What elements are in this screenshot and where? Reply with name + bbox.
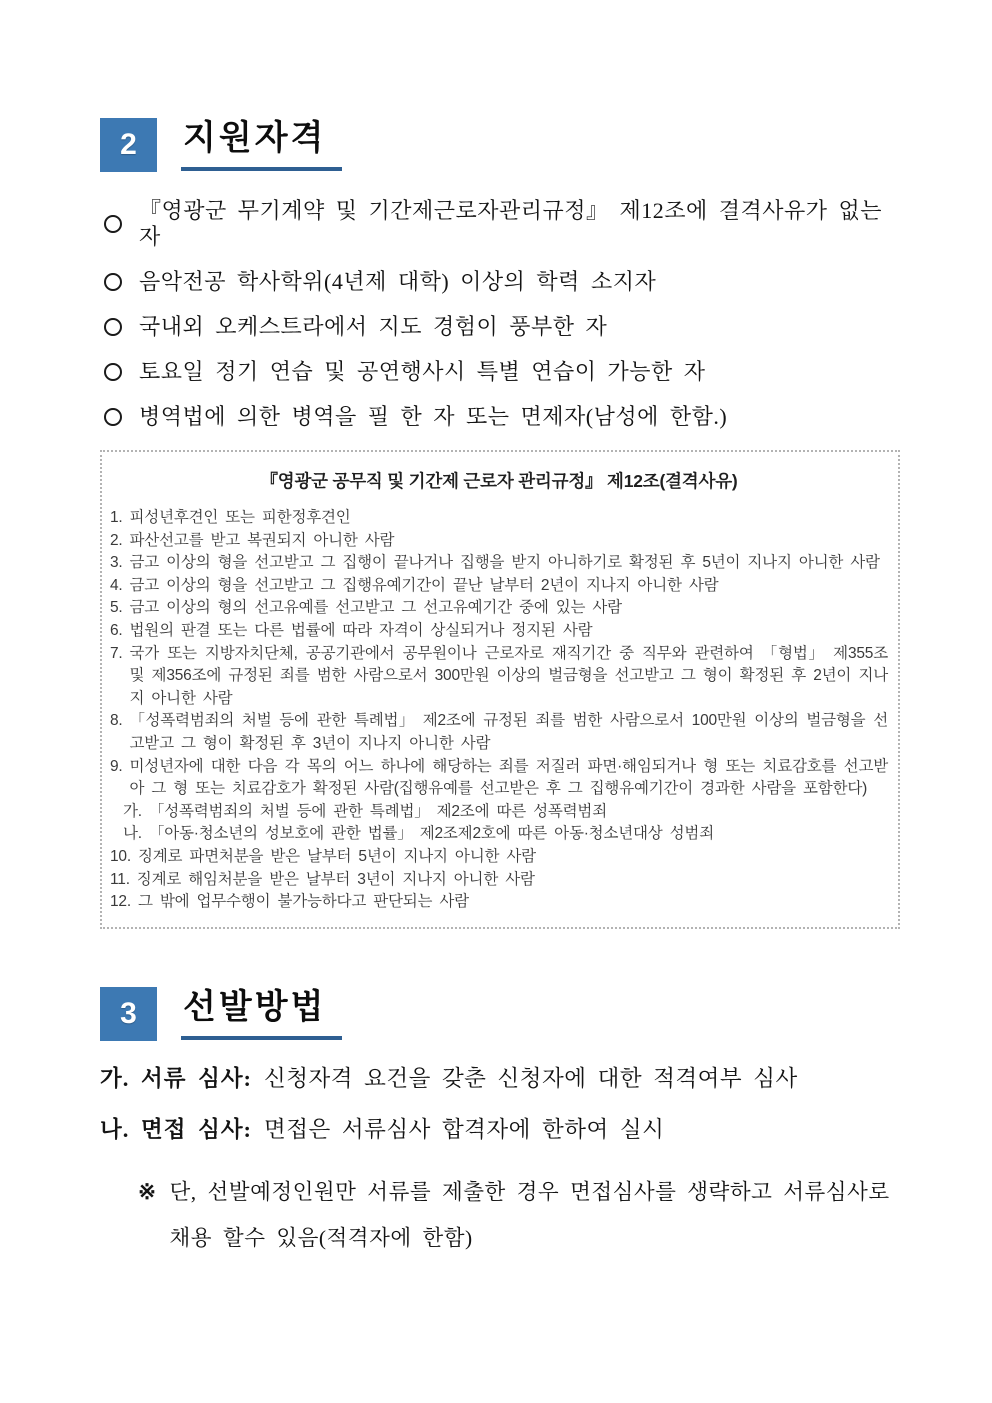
section-number-badge: 3: [100, 987, 157, 1041]
regulation-item: [110, 756, 888, 801]
qualification-item: [104, 198, 900, 250]
regulation-item-text: 징계로 파면처분을 받은 날부터 5년이 지나지 아니한 사람: [137, 847, 536, 865]
qualification-item-text: 『영광군 무기계약 및 기간제근로자관리규정』 제12조에 결격사유가 없는 자: [139, 198, 883, 249]
regulation-item-number: 1.: [110, 509, 123, 526]
regulation-item-text: 금고 이상의 형을 선고받고 그 집행이 끝나거나 집행을 받지 아니하기로 확정된 후 5년이 지나지 아니한 사람: [129, 554, 880, 572]
regulation-box-title: 『영광군 공무직 및 기간제 근로자 관리규정』 제12조(결격사유): [260, 471, 738, 491]
regulation-item: [110, 597, 888, 620]
regulation-item-text: 금고 이상의 형의 선고유예를 선고받고 그 선고유예기간 중에 있는 사람: [129, 599, 622, 617]
regulation-item-text: 국가 또는 지방자치단체, 공공기관에서 공무원이나 근로자로 재직기간 중 직무와 관련하여 「형법」 제355조 및 제356조에 규정된 죄를 범한 사람으로서 300만원 이상의 벌금형을 선고받고 그 형이 확정된 후 2년이 지나지 아니한 사람: [129, 644, 888, 707]
selection-note: [138, 1169, 900, 1261]
selection-method-label: 나. 면접 심사:: [100, 1116, 253, 1142]
regulation-item-number: 나.: [123, 825, 142, 843]
qualification-item: [104, 269, 900, 295]
qualification-item-text: 병역법에 의한 병역을 필 한 자 또는 면제자(남성에 한함.): [139, 404, 728, 429]
regulation-item-number: 12.: [110, 893, 131, 911]
regulation-item-text: 법원의 판결 또는 다른 법률에 따라 자격이 상실되거나 정지된 사람: [129, 621, 593, 639]
qualification-item-text: 음악전공 학사학위(4년제 대학) 이상의 학력 소지자: [139, 269, 657, 294]
section-title-qualifications: 지원자격: [181, 118, 342, 171]
regulation-item-number: 9.: [110, 757, 123, 775]
reference-mark-icon: ※: [138, 1179, 157, 1204]
circle-bullet-icon: [104, 363, 122, 381]
section-header-qualifications: [100, 118, 900, 172]
selection-method-item: [100, 1065, 900, 1092]
qualification-list: [104, 198, 900, 430]
regulation-item-number: 11.: [110, 870, 130, 888]
regulation-item-number: 가.: [123, 802, 142, 820]
selection-note-text: 단, 선발예정인원만 서류를 제출한 경우 면접심사를 생략하고 서류심사로 채용 할수 있음(적격자에 한함): [169, 1179, 890, 1250]
qualification-item: [104, 359, 900, 385]
qualification-item-text: 토요일 정기 연습 및 공연행사시 특별 연습이 가능한 자: [139, 359, 706, 384]
regulation-item-text: 파산선고를 받고 복권되지 아니한 사람: [129, 531, 395, 549]
qualification-item: [104, 404, 900, 430]
regulation-item-text: 「성폭력범죄의 처벌 등에 관한 특례법」 제2조에 따른 성폭력범죄: [148, 802, 607, 820]
qualification-item-text: 국내외 오케스트라에서 지도 경험이 풍부한 자: [139, 314, 608, 339]
section-number-badge: 2: [100, 118, 157, 172]
selection-method-list: [100, 1065, 900, 1143]
regulation-item: [110, 869, 888, 892]
circle-bullet-icon: [104, 273, 122, 291]
regulation-item-number: 8.: [110, 712, 123, 730]
circle-bullet-icon: [104, 408, 122, 426]
selection-method-text: 면접은 서류심사 합격자에 한하여 실시: [264, 1116, 665, 1142]
regulation-item-number: 7.: [110, 644, 123, 662]
regulation-item: [110, 846, 888, 869]
selection-method-item: [100, 1116, 900, 1143]
circle-bullet-icon: [104, 215, 122, 233]
regulation-item-text: 미성년자에 대한 다음 각 목의 어느 하나에 해당하는 죄를 저질러 파면·해임되거나 형 또는 치료감호를 선고받아 그 형 또는 치료감호가 확정된 사람(집행유예를 선고받은 후 그 집행유예기간이 경과한 사람을 포함한다): [129, 757, 888, 798]
regulation-item: [110, 643, 888, 711]
regulation-item-number: 6.: [110, 621, 123, 639]
regulation-item-text: 징계로 해임처분을 받은 날부터 3년이 지나지 아니한 사람: [136, 870, 535, 888]
regulation-item-number: 3.: [110, 554, 123, 572]
section-header-selection: [100, 987, 900, 1041]
regulation-item: [110, 710, 888, 755]
regulation-item-number: 10.: [110, 847, 131, 865]
regulation-item-text: 피성년후견인 또는 피한정후견인: [129, 509, 351, 526]
regulation-item-number: 5.: [110, 599, 123, 617]
regulation-item-list: [110, 507, 888, 914]
regulation-item: [110, 507, 888, 530]
circle-bullet-icon: [104, 318, 122, 336]
regulation-item: [110, 552, 888, 575]
regulation-item-text: 그 밖에 업무수행이 불가능하다고 판단되는 사람: [137, 893, 469, 911]
regulation-item: [110, 891, 888, 914]
section-title-selection: 선발방법: [181, 987, 342, 1040]
regulation-item-number: 2.: [110, 531, 123, 549]
section-selection: [100, 987, 900, 1261]
regulation-item-text: 금고 이상의 형을 선고받고 그 집행유예기간이 끝난 날부터 2년이 지나지 아니한 사람: [129, 576, 719, 594]
regulation-item: [110, 530, 888, 553]
selection-method-text: 신청자격 요건을 갖춘 신청자에 대한 적격여부 심사: [264, 1065, 798, 1091]
regulation-item: [110, 575, 888, 598]
regulation-item-text: 「아동·청소년의 성보호에 관한 법률」 제2조제2호에 따른 아동·청소년대상 성범죄: [148, 825, 714, 843]
qualification-item: [104, 314, 900, 340]
regulation-item: [110, 801, 888, 824]
regulation-item: [110, 620, 888, 643]
regulation-item: [110, 823, 888, 846]
selection-method-label: 가. 서류 심사:: [100, 1065, 253, 1091]
regulation-item-text: 「성폭력범죄의 처벌 등에 관한 특례법」 제2조에 규정된 죄를 범한 사람으로서 100만원 이상의 벌금형을 선고받고 그 형이 확정된 후 3년이 지나지 아니한 사람: [129, 712, 888, 752]
regulation-item-number: 4.: [110, 576, 123, 594]
regulation-box: [100, 450, 900, 929]
